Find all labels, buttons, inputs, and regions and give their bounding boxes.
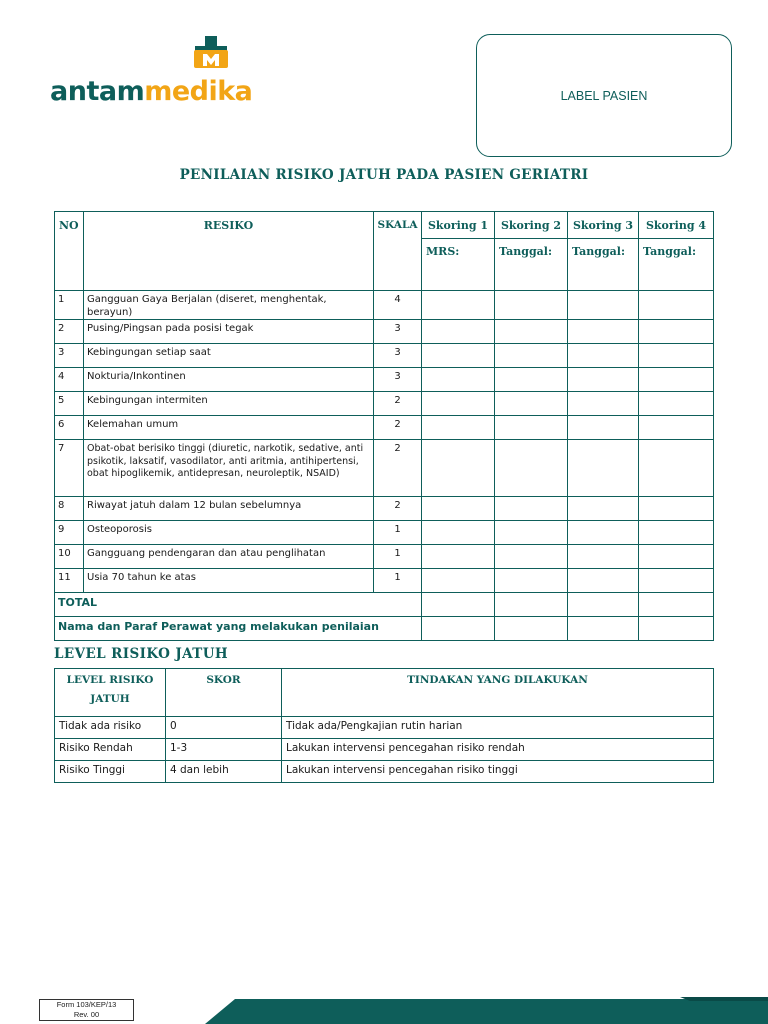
total-row: [55, 593, 714, 617]
table-row: [55, 440, 714, 497]
level-name: Risiko Rendah: [55, 739, 166, 761]
risk-level-table: [54, 668, 714, 783]
level-header-action: TINDAKAN YANG DILAKUKAN: [282, 669, 714, 717]
header-no: NO: [55, 212, 84, 291]
row-risk: Nokturia/Inkontinen: [84, 368, 374, 392]
row-risk: Gangguang pendengaran dan atau penglihatan: [84, 545, 374, 569]
score-cell[interactable]: [495, 368, 568, 392]
score-cell[interactable]: [568, 521, 639, 545]
row-risk: Osteoporosis: [84, 521, 374, 545]
table-row: [55, 761, 714, 783]
medical-cross-logo-icon: [191, 34, 231, 74]
signature-cell[interactable]: [495, 617, 568, 641]
signature-cell[interactable]: [422, 617, 495, 641]
brand-name-part2: medika: [144, 76, 253, 107]
level-score: 1-3: [166, 739, 282, 761]
table-row: [55, 368, 714, 392]
score-cell[interactable]: [639, 392, 714, 416]
signature-cell[interactable]: [568, 617, 639, 641]
row-scale: 1: [374, 545, 422, 569]
score-cell[interactable]: [495, 344, 568, 368]
signature-cell[interactable]: [639, 617, 714, 641]
nurse-signature-label: Nama dan Paraf Perawat yang melakukan penilaian: [55, 617, 422, 641]
row-risk: Riwayat jatuh dalam 12 bulan sebelumnya: [84, 497, 374, 521]
brand-name-part1: antam: [50, 76, 145, 107]
row-risk: Usia 70 tahun ke atas: [84, 569, 374, 593]
level-header-level: LEVEL RISIKO JATUH: [55, 669, 166, 717]
score-cell[interactable]: [495, 521, 568, 545]
brand-wordmark: [50, 76, 252, 107]
score-cell[interactable]: [639, 344, 714, 368]
nurse-signature-row: [55, 617, 714, 641]
row-scale: 2: [374, 392, 422, 416]
score-cell[interactable]: [495, 545, 568, 569]
score-cell[interactable]: [568, 569, 639, 593]
level-action: Lakukan intervensi pencegahan risiko rendah: [282, 739, 714, 761]
row-no: 9: [55, 521, 84, 545]
row-no: 6: [55, 416, 84, 440]
row-no: 7: [55, 440, 84, 497]
row-no: 10: [55, 545, 84, 569]
score-cell[interactable]: [568, 291, 639, 320]
total-cell[interactable]: [422, 593, 495, 617]
form-title: PENILAIAN RISIKO JATUH PADA PASIEN GERIATRI: [179, 167, 589, 183]
form-code: Form 103/KEP/13: [56, 1000, 117, 1009]
score-cell[interactable]: [639, 440, 714, 497]
row-scale: 3: [374, 344, 422, 368]
table-row: [55, 569, 714, 593]
score-cell[interactable]: [495, 416, 568, 440]
score-cell[interactable]: [568, 344, 639, 368]
row-scale: 1: [374, 569, 422, 593]
table-row: [55, 545, 714, 569]
row-scale: 2: [374, 416, 422, 440]
score-cell[interactable]: [495, 392, 568, 416]
total-cell[interactable]: [639, 593, 714, 617]
risk-assessment-table: [54, 211, 714, 641]
row-no: 3: [55, 344, 84, 368]
total-label: TOTAL: [55, 593, 422, 617]
form-code-box: [39, 999, 134, 1021]
score-cell[interactable]: [639, 545, 714, 569]
row-no: 4: [55, 368, 84, 392]
patient-label-text: LABEL PASIEN: [560, 88, 648, 103]
score-cell[interactable]: [639, 368, 714, 392]
total-cell[interactable]: [495, 593, 568, 617]
form-revision: Rev. 00: [73, 1010, 100, 1019]
row-no: 11: [55, 569, 84, 593]
score-cell[interactable]: [639, 497, 714, 521]
level-name: Tidak ada risiko: [55, 717, 166, 739]
total-cell[interactable]: [568, 593, 639, 617]
score-cell[interactable]: [495, 291, 568, 320]
score-cell[interactable]: [639, 320, 714, 344]
score-cell[interactable]: [422, 569, 495, 593]
level-score: 0: [166, 717, 282, 739]
row-scale: 2: [374, 497, 422, 521]
level-section-title: LEVEL RISIKO JATUH: [54, 646, 229, 662]
patient-label-box: [476, 34, 732, 157]
header-scoring-4: Skoring 4: [639, 212, 714, 239]
subheader-date-4[interactable]: Tanggal:: [639, 239, 714, 291]
score-cell[interactable]: [568, 320, 639, 344]
score-cell[interactable]: [568, 440, 639, 497]
table-row: [55, 291, 714, 320]
row-risk: Pusing/Pingsan pada posisi tegak: [84, 320, 374, 344]
score-cell[interactable]: [422, 291, 495, 320]
score-cell[interactable]: [495, 569, 568, 593]
row-risk: Kebingungan intermiten: [84, 392, 374, 416]
score-cell[interactable]: [568, 497, 639, 521]
row-scale: 3: [374, 320, 422, 344]
score-cell[interactable]: [639, 521, 714, 545]
table-row: [55, 344, 714, 368]
row-no: 1: [55, 291, 84, 320]
score-cell[interactable]: [639, 291, 714, 320]
table-row: [55, 416, 714, 440]
score-cell[interactable]: [422, 320, 495, 344]
score-cell[interactable]: [422, 440, 495, 497]
row-no: 5: [55, 392, 84, 416]
row-scale: 1: [374, 521, 422, 545]
level-name: Risiko Tinggi: [55, 761, 166, 783]
score-cell[interactable]: [495, 320, 568, 344]
score-cell[interactable]: [422, 368, 495, 392]
row-risk: Kebingungan setiap saat: [84, 344, 374, 368]
header-scale: SKALA: [374, 212, 422, 291]
score-cell[interactable]: [639, 416, 714, 440]
row-no: 2: [55, 320, 84, 344]
header-scoring-3: Skoring 3: [568, 212, 639, 239]
row-scale: 2: [374, 440, 422, 497]
score-cell[interactable]: [495, 440, 568, 497]
score-cell[interactable]: [422, 497, 495, 521]
subheader-mrs[interactable]: MRS:: [422, 239, 495, 291]
level-action: Tidak ada/Pengkajian rutin harian: [282, 717, 714, 739]
score-cell[interactable]: [422, 416, 495, 440]
row-no: 8: [55, 497, 84, 521]
table-row: [55, 717, 714, 739]
score-cell[interactable]: [568, 545, 639, 569]
score-cell[interactable]: [422, 545, 495, 569]
score-cell[interactable]: [568, 416, 639, 440]
level-action: Lakukan intervensi pencegahan risiko tinggi: [282, 761, 714, 783]
table-row: [55, 497, 714, 521]
row-scale: 3: [374, 368, 422, 392]
level-header-score: SKOR: [166, 669, 282, 717]
row-risk: Gangguan Gaya Berjalan (diseret, menghentak, berayun): [84, 291, 374, 320]
level-score: 4 dan lebih: [166, 761, 282, 783]
header-scoring-2: Skoring 2: [495, 212, 568, 239]
table-row: [55, 739, 714, 761]
score-cell[interactable]: [422, 521, 495, 545]
subheader-date-3[interactable]: Tanggal:: [568, 239, 639, 291]
table-row: [55, 521, 714, 545]
score-cell[interactable]: [422, 392, 495, 416]
score-cell[interactable]: [495, 497, 568, 521]
header-scoring-1: Skoring 1: [422, 212, 495, 239]
row-risk: Obat-obat berisiko tinggi (diuretic, narkotik, sedative, anti psikotik, laksatif, vasodilator, anti aritmia, antihipertensi, obat hipoglikemik, antidepresan, neuroleptik, NSAID): [84, 440, 374, 497]
row-risk: Kelemahan umum: [84, 416, 374, 440]
subheader-date-2[interactable]: Tanggal:: [495, 239, 568, 291]
row-scale: 4: [374, 291, 422, 320]
table-row: [55, 392, 714, 416]
score-cell[interactable]: [568, 392, 639, 416]
header-risk: RESIKO: [84, 212, 374, 291]
table-row: [55, 320, 714, 344]
brand-logo: [50, 34, 260, 106]
score-cell[interactable]: [422, 344, 495, 368]
score-cell[interactable]: [639, 569, 714, 593]
score-cell[interactable]: [568, 368, 639, 392]
